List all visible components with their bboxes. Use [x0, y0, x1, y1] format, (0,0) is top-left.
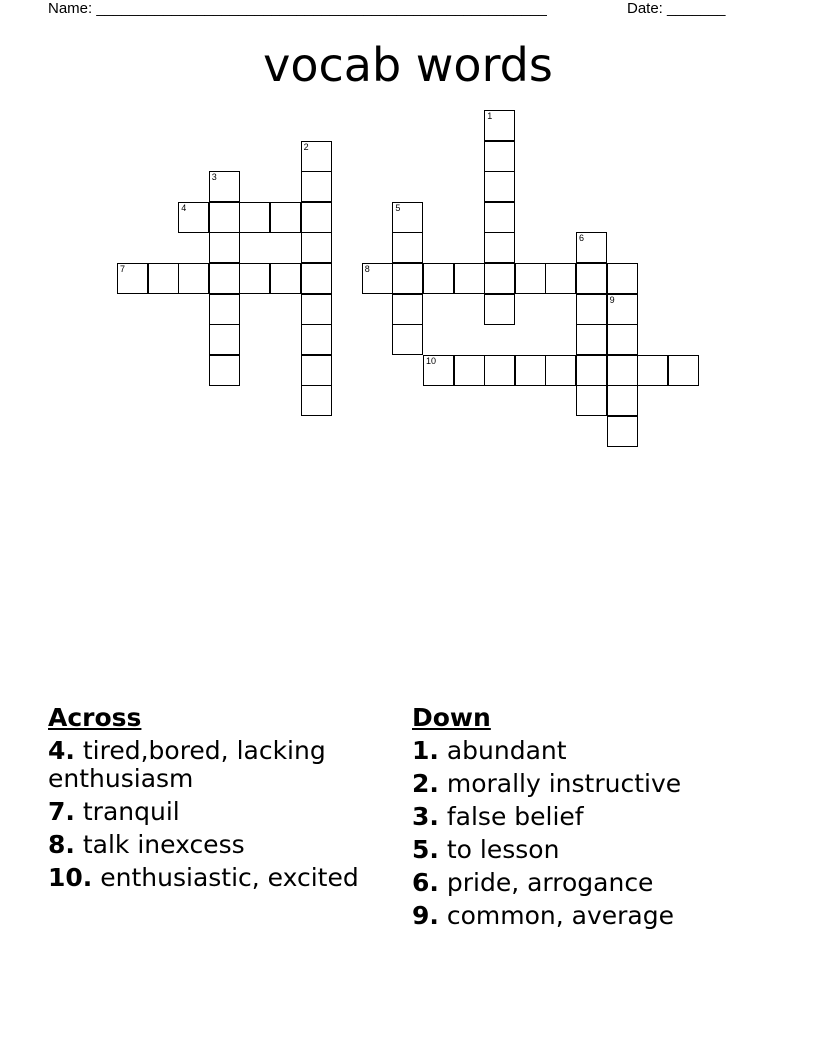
clue-text: false belief: [446, 802, 584, 831]
crossword-cell[interactable]: [576, 385, 607, 416]
crossword-cell[interactable]: [209, 355, 240, 386]
crossword-cell[interactable]: [301, 324, 332, 355]
crossword-cell[interactable]: [301, 355, 332, 386]
crossword-cell[interactable]: [515, 355, 546, 386]
crossword-cell[interactable]: [148, 263, 179, 294]
clue-down-3: [412, 803, 792, 831]
crossword-cell[interactable]: [209, 324, 240, 355]
crossword-cell[interactable]: [239, 202, 270, 233]
crossword-cell[interactable]: [178, 263, 209, 294]
crossword-cell[interactable]: [484, 141, 515, 172]
across-clues: [48, 703, 388, 897]
clue-down-1: [412, 737, 792, 765]
crossword-cell[interactable]: [576, 294, 607, 325]
clue-text: to lesson: [446, 835, 560, 864]
clue-text: pride, arrogance: [446, 868, 654, 897]
clue-text: abundant: [446, 736, 567, 765]
crossword-cell[interactable]: [301, 141, 332, 172]
crossword-cell[interactable]: [270, 202, 301, 233]
crossword-cell[interactable]: [484, 202, 515, 233]
crossword-cell[interactable]: [576, 232, 607, 263]
clue-number: 7.: [48, 797, 75, 826]
clue-across-4: [48, 737, 388, 793]
crossword-cell[interactable]: [576, 355, 607, 386]
clue-number: 2.: [412, 769, 439, 798]
crossword-cell[interactable]: [301, 232, 332, 263]
crossword-cell[interactable]: [392, 232, 423, 263]
clue-number-label: 6: [579, 233, 585, 244]
crossword-cell[interactable]: [301, 171, 332, 202]
clue-text: morally instructive: [446, 769, 682, 798]
clue-number-label: 3: [211, 172, 217, 183]
crossword-cell[interactable]: [668, 355, 699, 386]
clue-text: tranquil: [82, 797, 180, 826]
crossword-cell[interactable]: [301, 385, 332, 416]
clue-number-label: 9: [609, 294, 615, 305]
crossword-cell[interactable]: [209, 294, 240, 325]
crossword-cell[interactable]: [454, 263, 485, 294]
clue-down-9: [412, 902, 792, 930]
crossword-cell[interactable]: [515, 263, 546, 294]
crossword-cell[interactable]: [209, 202, 240, 233]
across-heading: Across: [48, 703, 142, 732]
clue-number-label: 4: [181, 202, 187, 213]
crossword-cell[interactable]: [362, 263, 393, 294]
crossword-cell[interactable]: [607, 416, 638, 447]
page-title: vocab words: [263, 38, 553, 92]
crossword-cell[interactable]: [607, 294, 638, 325]
crossword-cell[interactable]: [239, 263, 270, 294]
crossword-cell[interactable]: [209, 232, 240, 263]
clue-text: tired,bored, lacking enthusiasm: [48, 736, 326, 793]
header: [48, 0, 748, 20]
crossword-cell[interactable]: [392, 324, 423, 355]
clue-number: 4.: [48, 736, 75, 765]
crossword-cell[interactable]: [301, 202, 332, 233]
crossword-cell[interactable]: [117, 263, 148, 294]
down-clues: [412, 703, 792, 935]
crossword-cell[interactable]: [209, 171, 240, 202]
crossword-cell[interactable]: [637, 355, 668, 386]
clue-number: 1.: [412, 736, 439, 765]
clue-text: talk inexcess: [82, 830, 245, 859]
clue-across-8: [48, 831, 388, 859]
crossword-cell[interactable]: [484, 355, 515, 386]
clue-down-5: [412, 836, 792, 864]
crossword-cell[interactable]: [392, 202, 423, 233]
down-heading: Down: [412, 703, 491, 732]
clue-across-10: [48, 864, 388, 892]
clue-number-label: 10: [426, 355, 437, 366]
crossword-cell[interactable]: [454, 355, 485, 386]
clue-text: enthusiastic, excited: [100, 863, 359, 892]
crossword-cell[interactable]: [178, 202, 209, 233]
clue-number-label: 1: [487, 111, 493, 121]
crossword-cell[interactable]: [607, 324, 638, 355]
clue-number: 9.: [412, 901, 439, 930]
name-field-label[interactable]: Name: ______________________________________________________: [48, 0, 547, 17]
crossword-cell[interactable]: [545, 355, 576, 386]
clue-number: 10.: [48, 863, 93, 892]
crossword-cell[interactable]: [392, 294, 423, 325]
clue-number: 8.: [48, 830, 75, 859]
crossword-cell[interactable]: [484, 110, 515, 141]
crossword-cell[interactable]: [607, 263, 638, 294]
crossword-cell[interactable]: [484, 294, 515, 325]
crossword-cell[interactable]: [301, 263, 332, 294]
clue-number-label: 5: [395, 202, 401, 213]
crossword-cell[interactable]: [576, 263, 607, 294]
crossword-cell[interactable]: [270, 263, 301, 294]
clue-down-2: [412, 770, 792, 798]
crossword-cell[interactable]: [607, 355, 638, 386]
crossword-cell[interactable]: [545, 263, 576, 294]
crossword-cell[interactable]: [607, 385, 638, 416]
crossword-cell[interactable]: [576, 324, 607, 355]
crossword-cell[interactable]: [301, 294, 332, 325]
clue-number: 3.: [412, 802, 439, 831]
clue-number-label: 8: [364, 264, 370, 274]
clue-number: 5.: [412, 835, 439, 864]
crossword-cell[interactable]: [423, 355, 454, 386]
crossword-cell[interactable]: [484, 263, 515, 294]
crossword-cell[interactable]: [484, 171, 515, 202]
clue-number: 6.: [412, 868, 439, 897]
clue-text: common, average: [446, 901, 674, 930]
clue-number-label: 7: [120, 264, 126, 274]
crossword-cell[interactable]: [423, 263, 454, 294]
crossword-cell[interactable]: [392, 263, 423, 294]
clue-down-6: [412, 869, 792, 897]
clue-number-label: 2: [303, 141, 309, 152]
crossword-cell[interactable]: [209, 263, 240, 294]
crossword-cell[interactable]: [484, 232, 515, 263]
clue-across-7: [48, 798, 388, 826]
date-field-label[interactable]: Date: _______: [627, 0, 726, 17]
